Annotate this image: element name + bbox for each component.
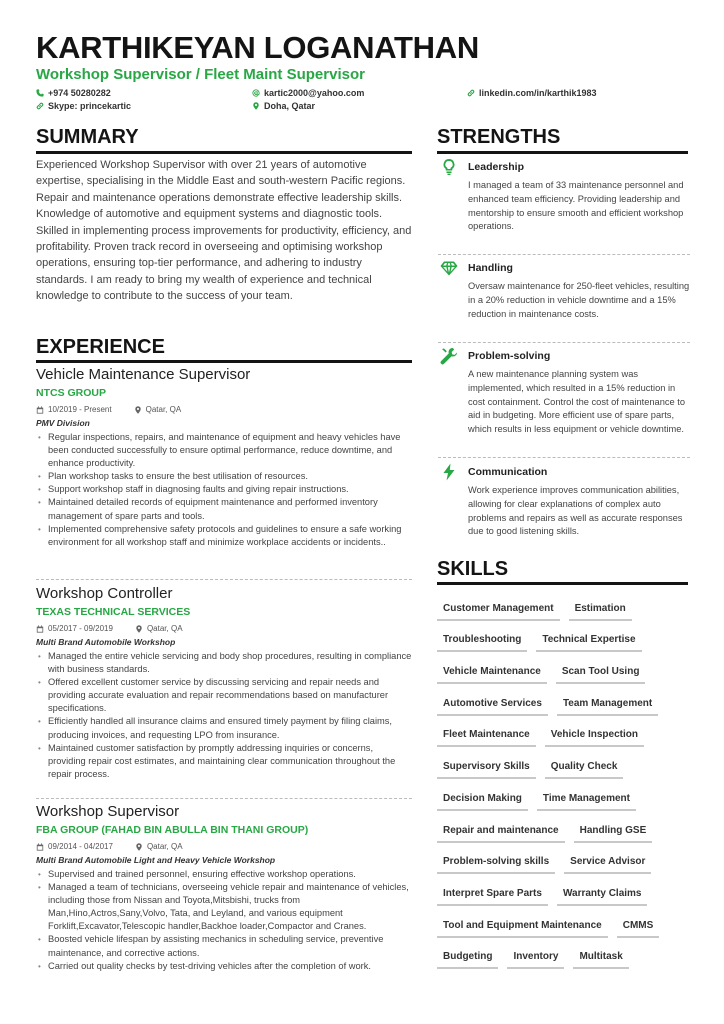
- company-name: NTCS GROUP: [36, 387, 107, 399]
- strength-title: Communication: [468, 466, 548, 478]
- job-bullets: [36, 650, 412, 781]
- location-pin-icon: [252, 102, 260, 110]
- job-title: Workshop Controller: [36, 585, 173, 602]
- skill-row: [437, 747, 693, 779]
- link-icon: [467, 89, 475, 97]
- skill-tag: Problem-solving skills: [437, 855, 555, 874]
- strength-title: Leadership: [468, 161, 525, 173]
- strength-divider: [438, 342, 690, 343]
- skills-rule: [437, 582, 688, 585]
- skill-row: [437, 716, 693, 748]
- entry-divider: [36, 579, 412, 580]
- summary-text: Experienced Workshop Supervisor with over 21 years of automotive expertise, specialising in the Middle East and south-western Pacific regions. Repair and maintenance operations demonstrate effective leadership skills. Knowledge of automotive and equipment systems and diagnostic tools. Skilled in implementing process improvements for productivity, efficiency, and profitability. Proven track record in overseeing and optimising workshop operations, ensuring top-tier performance, and adhering to industry standards. I am ready to bring my wealth of experience and technical knowledge to contribute to the success of your team.: [36, 159, 412, 303]
- skill-tag: Troubleshooting: [437, 633, 527, 652]
- job-bullet: • Support workshop staff in diagnosing faults and giving repair instructions.: [36, 483, 412, 496]
- job-division: Multi Brand Automobile Workshop: [36, 637, 176, 647]
- strength-divider: [438, 457, 690, 458]
- location-pin-icon: [134, 406, 142, 414]
- skill-row: [437, 589, 693, 621]
- skill-row: [437, 843, 693, 875]
- entry-divider: [36, 798, 412, 799]
- skill-tag: Repair and maintenance: [437, 824, 565, 843]
- candidate-name: KARTHIKEYAN LOGANATHAN: [36, 30, 479, 65]
- job-dates: 05/2017 - 09/2019: [48, 624, 113, 633]
- strength-desc: I managed a team of 33 maintenance personnel and enhanced team efficiency. Providing leadership and mentorship to ensure smooth and efficient workshop operations.: [468, 180, 684, 232]
- skill-row: [437, 621, 693, 653]
- job-dates: 10/2019 - Present: [48, 405, 112, 414]
- strength-desc: Work experience improves communication abilities, allowing for clear explanations of complex auto problems and repairs as well as accurate responses due to good listening skills.: [468, 485, 683, 537]
- location-pin-icon: [135, 843, 143, 851]
- strength-item: [438, 463, 692, 548]
- job-location: Qatar, QA: [145, 405, 182, 414]
- job-bullet: • Supervised and trained personnel, ensuring effective workshop operations.: [36, 868, 412, 881]
- job-bullet: • Managed the entire vehicle servicing and body shop procedures, resulting in compliance with business standards.: [36, 650, 412, 676]
- phone-icon: [36, 89, 44, 97]
- skill-tag: Inventory: [507, 950, 564, 969]
- skill-row: [437, 779, 693, 811]
- skill-row: [437, 684, 693, 716]
- skill-tag: Technical Expertise: [536, 633, 641, 652]
- job-meta: [36, 622, 412, 635]
- candidate-role: Workshop Supervisor / Fleet Maint Supervisor: [36, 66, 365, 83]
- location-pin-icon: [135, 625, 143, 633]
- job-division: PMV Division: [36, 418, 90, 428]
- job-location: Qatar, QA: [146, 842, 183, 851]
- skill-tag: Vehicle Maintenance: [437, 665, 547, 684]
- skill-tag: Estimation: [569, 602, 632, 621]
- strength-title: Problem-solving: [468, 350, 551, 362]
- experience-rule: [36, 360, 412, 363]
- skill-tag: Decision Making: [437, 792, 528, 811]
- link-icon: [36, 102, 44, 110]
- job-dates: 09/2014 - 04/2017: [48, 842, 113, 851]
- calendar-icon: [36, 843, 44, 851]
- tools-icon: [440, 347, 458, 365]
- job-bullets: [36, 868, 412, 973]
- experience-entry: [36, 366, 412, 549]
- job-bullet: • Managed a team of technicians, overseeing vehicle repair and maintenance of vehicles, including those from Nissan and Toyota,Mitsbishi, trucks from Man,Hino,Actros,Sany,Volvo, Tata, and Leyland, and various equipment Forklift,Excavator,Telescopic handler,Backhoe loader,Compactor and Cranes.: [36, 881, 412, 933]
- strength-title: Handling: [468, 262, 513, 274]
- contact-location: [252, 101, 315, 111]
- strength-item: [438, 259, 692, 341]
- skill-tag: Service Advisor: [564, 855, 651, 874]
- linkedin-text: linkedin.com/in/karthik1983: [479, 88, 597, 98]
- job-bullet: • Efficiently handled all insurance claims and ensured timely payment by filing claims, producing invoices, and requesting LPO from insurance.: [36, 715, 412, 741]
- experience-entry: [36, 803, 412, 973]
- job-location: Qatar, QA: [146, 624, 183, 633]
- at-icon: [252, 89, 260, 97]
- location-text: Doha, Qatar: [264, 101, 316, 111]
- job-bullet: • Carried out quality checks by test-driving vehicles after the completion of work.: [36, 960, 412, 973]
- strength-desc: Oversaw maintenance for 250-fleet vehicles, resulting in a 20% reduction in vehicle downtime and a 15% reduction in maintenance costs.: [468, 281, 690, 319]
- skill-tag: Fleet Maintenance: [437, 728, 536, 747]
- job-bullet: • Offered excellent customer service by discussing servicing and repair needs and providing accurate evaluation and repair recommendations based on manufacturer specifications.: [36, 676, 412, 715]
- job-bullet: • Maintained customer satisfaction by promptly addressing inquiries or concerns, providing repair cost estimates, and maintaining clear communication throughout the repair process.: [36, 742, 412, 781]
- job-bullet: • Plan workshop tasks to ensure the best utilisation of resources.: [36, 470, 412, 483]
- skill-tag: Time Management: [537, 792, 636, 811]
- calendar-icon: [36, 625, 44, 633]
- strength-desc: A new maintenance planning system was implemented, which resulted in a 15% reduction in cost containment. Control the cost of maintenance to aid in budgeting. More efficient use of spare parts, which results in less equipment or vehicle downtime.: [468, 369, 686, 435]
- skill-tag: Automotive Services: [437, 697, 548, 716]
- company-name: FBA GROUP (FAHAD BIN ABULLA BIN THANI GROUP): [36, 824, 309, 836]
- skill-tag: Budgeting: [437, 950, 498, 969]
- skill-tag: Tool and Equipment Maintenance: [437, 919, 608, 938]
- strengths-heading: STRENGTHS: [437, 126, 561, 148]
- contact-skype: [36, 101, 131, 111]
- skill-row: [437, 811, 693, 843]
- phone-text: +974 50280282: [48, 88, 111, 98]
- contact-phone: [36, 88, 111, 98]
- job-bullet: • Regular inspections, repairs, and maintenance of equipment and heavy vehicles have been conducted successfully to ensure optimal performance, reduce downtime, and enhance productivity.: [36, 431, 412, 470]
- lightning-icon: [440, 463, 458, 481]
- calendar-icon: [36, 406, 44, 414]
- skill-tag: Team Management: [557, 697, 658, 716]
- contact-linkedin[interactable]: [467, 88, 597, 98]
- job-title: Vehicle Maintenance Supervisor: [36, 366, 251, 383]
- strength-divider: [438, 254, 690, 255]
- job-division: Multi Brand Automobile Light and Heavy Vehicle Workshop: [36, 855, 276, 865]
- lightbulb-icon: [440, 158, 458, 176]
- job-title: Workshop Supervisor: [36, 803, 180, 820]
- summary-rule: [36, 151, 412, 154]
- strengths-rule: [437, 151, 688, 154]
- company-name: TEXAS TECHNICAL SERVICES: [36, 606, 191, 618]
- skill-tag: Handling GSE: [574, 824, 653, 843]
- job-bullet: • Maintained detailed records of equipment maintenance and performed inventory management of spare parts and tools.: [36, 496, 412, 522]
- experience-heading: EXPERIENCE: [36, 336, 165, 358]
- skills-list: [437, 589, 693, 969]
- skill-tag: Scan Tool Using: [556, 665, 646, 684]
- skill-row: [437, 652, 693, 684]
- skill-tag: Multitask: [573, 950, 628, 969]
- job-meta: [36, 840, 412, 853]
- skill-row: [437, 906, 693, 938]
- skill-tag: Vehicle Inspection: [545, 728, 644, 747]
- skill-tag: Interpret Spare Parts: [437, 887, 548, 906]
- skill-tag: Warranty Claims: [557, 887, 648, 906]
- summary-heading: SUMMARY: [36, 126, 139, 148]
- strength-item: [438, 347, 692, 457]
- job-meta: [36, 403, 412, 416]
- experience-entry: [36, 585, 412, 781]
- skype-text: Skype: princekartic: [48, 101, 132, 111]
- skill-row: [437, 874, 693, 906]
- skill-tag: Quality Check: [545, 760, 624, 779]
- job-bullet: • Boosted vehicle lifespan by assisting mechanics in scheduling service, preventive maintenance, and corrective actions.: [36, 933, 412, 959]
- email-text: kartic2000@yahoo.com: [264, 88, 365, 98]
- skills-heading: SKILLS: [437, 558, 509, 580]
- diamond-icon: [440, 259, 458, 277]
- contact-email[interactable]: [252, 88, 364, 98]
- job-bullet: • Implemented comprehensive safety protocols and guidelines to ensure a safe working environment for all workshop staff and minimize workplace accidents or incidents..: [36, 523, 412, 549]
- strength-item: [438, 158, 692, 253]
- skill-tag: Customer Management: [437, 602, 560, 621]
- skill-row: [437, 938, 693, 970]
- skill-tag: CMMS: [617, 919, 660, 938]
- job-bullets: [36, 431, 412, 549]
- skill-tag: Supervisory Skills: [437, 760, 536, 779]
